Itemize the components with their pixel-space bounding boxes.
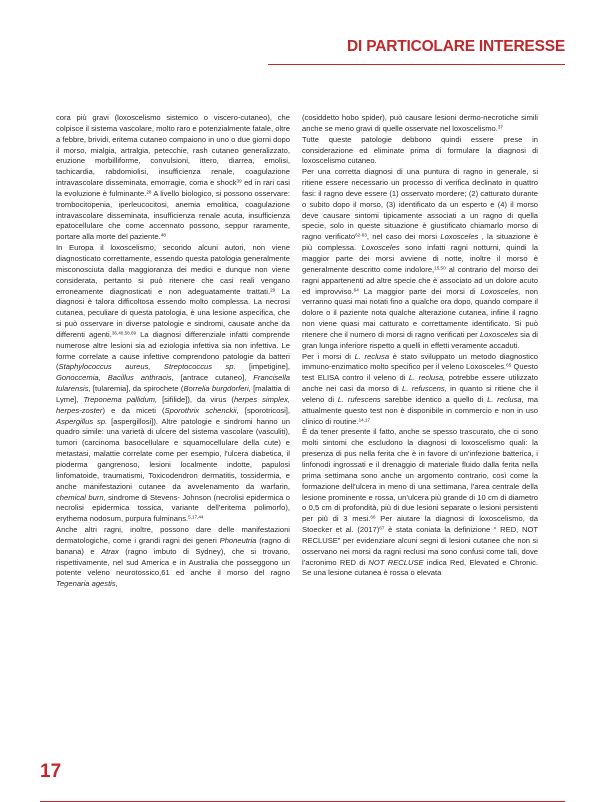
italic-term: L. reclusa,	[487, 394, 524, 404]
italic-term: Loxosceles,	[480, 286, 521, 296]
citation-ref: 36,40,58,69	[111, 330, 137, 336]
text-run: potrebbe essere utilizzato anche nei casi da morso di	[302, 373, 538, 394]
text-run: ed in rari casi la evoluzione è fulminante.	[56, 178, 290, 198]
italic-term: Phoneutria	[219, 535, 257, 545]
page-number: 17	[40, 761, 62, 782]
text-run: Per aiutare la diagnosi di loxoscelismo, da Stoecker et al. (2017)	[302, 514, 539, 535]
citation-ref: 62-63	[355, 232, 367, 238]
text-run: La maggior parte dei morsi di	[358, 286, 481, 296]
citation-ref: 48	[160, 232, 166, 238]
text-run: (cosiddetto hobo spider), può causare lesioni dermo-necrotiche simili anche se meno gravi di quelle osservate nel loxoscelismo.	[302, 113, 538, 133]
text-run: [malattia di Lyme],	[56, 384, 290, 404]
citation-ref: 67	[379, 525, 385, 531]
text-run: ma attualmente questo test non è disponibile in commercio e non in uso clinico di routine.	[302, 394, 538, 426]
citation-ref: 64	[353, 286, 359, 292]
text-run: [tularemia], da spirochete (	[90, 384, 184, 394]
text-run: [sifilide]), da virus (	[157, 394, 234, 404]
text-run: (ragno di banana) e	[56, 535, 290, 556]
text-run: sono infatti ragni notturni, quindi la maggior parte dei morsi avviene di notte, inoltre il morso è generalmente descritto come indolore,	[302, 243, 538, 274]
text-run: è stata coniata la definizione “ RED, NOT RECLUSE” per evidenziare alcuni segni di lesioni cutanee che non si osservano nei morsi da ragni reclusi ma sono confusi come tali, dove l’acronimo RED di	[302, 525, 538, 567]
text-run: [sporotricosi],	[238, 405, 291, 415]
text-run: sia di gran lunga inferiore rispetto a quelli in effetti veramente accaduti.	[302, 329, 538, 350]
citation-ref: 15,50	[434, 265, 446, 271]
citation-ref: 37	[497, 124, 503, 130]
italic-term: L. refuscens,	[402, 384, 447, 394]
paragraph	[302, 135, 538, 168]
text-run: [aspergillosi]). Altre patologie e sindromi hanno un quadro simile: una varietà di ulcere del sistema vascolare (vasculiti), tumori (carcinoma basocellulare e squamocellulare della cute) e metastasi, malattie correlate come per esempio, l’ulcera diabetica, il pioderma gangrenoso, lesioni localmente indotte, papulosi linfomatoide, traumatismi, Toxicodendron dermatitis, tossidermia, e anche manifestazioni cutanee da avvelenamento da warfarin,	[56, 416, 290, 491]
text-run: Per una corretta diagnosi di una puntura di ragno in generale, si ritiene essere necessario un processo di verifica declinato in quattro fasi: il ragno deve essere (1) osservato mordere; (2) catturato durante o subito dopo il morso, (3) identificato da un esperto e (4) il morso deve causare sintomi tipicamente associati a un ragno di quella specie, solo in queste situazione è giustificato chiamarlo morso di ragno verificato	[302, 167, 538, 242]
text-run: Per i morsi di	[302, 351, 355, 361]
text-run: La diagnosi differenziale infatti comprende numerose altre lesioni sia ad eziologia infettiva sia non infettiva. Le forme correlate a cause infettive comprendono patologie da batteri (	[56, 329, 290, 372]
italic-term: Gonoccemia, Bacillus anthracis,	[56, 373, 174, 383]
italic-term: Sporothrix schenckii,	[164, 405, 239, 415]
citation-ref: 39	[236, 178, 242, 184]
text-run: [antrace cutaneo],	[173, 373, 254, 383]
text-run: sarebbe identico a quello di	[380, 394, 488, 404]
citation-ref: 14,17	[358, 417, 371, 423]
italic-term: Francisella tularensis,	[56, 373, 290, 394]
paragraph	[56, 525, 290, 590]
paragraph	[302, 427, 538, 579]
text-run: sindrome di Stevens- Johnson (necrolisi epidermica o necrolisi epidermica tossica, variante dell’eritema polimorfo), erythema nodosum, purpura fulminans.	[56, 492, 290, 524]
text-run: indica Red, Elevated e Chronic. Se una lesione cutanea è rossa o elevata	[302, 557, 539, 578]
paragraph	[302, 352, 538, 428]
right-column	[302, 113, 538, 579]
text-run: al contrario del morso dei ragni appartenenti ad altre specie che è associato ad un dolore acuto ed improvviso.	[302, 264, 538, 296]
citation-ref: 65	[506, 362, 512, 368]
left-column	[56, 113, 290, 590]
text-run: non verranno quasi mai notati fino a qualche ora dopo, quando compare il dolore o il paziente nota qualche alterazione cutanea, infine il ragno non viene quasi mai catturato e correttamente identificato. Si può ritenere che il numero di morsi di ragno verificati per	[302, 286, 538, 339]
citation-ref: 5,17,44	[188, 514, 204, 520]
text-run: in quanto si ritiene che il veleno di	[302, 384, 538, 404]
text-run: , la situazione è più complessa.	[302, 232, 538, 253]
italic-term: L. reclusa,	[408, 373, 446, 383]
citation-ref: 28	[146, 189, 152, 195]
italic-term: chemical burn,	[56, 492, 106, 502]
paragraph	[56, 113, 290, 243]
text-run: È da tener presente il fatto, anche se spesso trascurato, che ci sono molti sintomi che escludono la diagnosi di loxoscelismo quali: la presenza di pus nella ferita che è in favore di un’infezione batterica, i linfonodi ingrossati e il drenaggio di materiale fluido dalla ferita nella prima settimana sono anche un argomento contrario, così come la formazione dell’ulcera in meno di una settimana, l’area centrale della lesione prominente e rossa, un’ulcera più grande di 10 cm di diametro o 0,5 cm di profondità, più di due lesioni separate o lesioni persistenti per più di 3 mesi.	[302, 427, 538, 524]
text-run: ) e da miceti (	[102, 405, 165, 415]
italic-term: Staphylococcus aureus, Streptococcus sp.	[58, 362, 236, 372]
text-run: In Europa il loxoscelismo, secondo alcuni autori, non viene diagnosticato correttamente, essendo questa patologia generalmente misconosciuta dalla maggioranza dei medici e dunque non viene considerata, pertanto si può ritenere che casi reali vengano erroneamente diagnosticati e non adeguatamente trattati.	[56, 243, 290, 296]
text-run: Tutte queste patologie debbono quindi essere prese in considerazione ed eliminate prima di formulare la diagnosi di loxoscelismo cutaneo.	[302, 134, 538, 166]
paragraph	[302, 167, 538, 351]
text-run: Questo test ELISA contro il veleno di	[302, 362, 539, 383]
italic-term: NOT RECLUSE	[368, 557, 424, 567]
text-run: cora più gravi (loxoscelismo sistemico o viscero-cutaneo), che colpisce il sistema vascolare, molto raro e potenzialmente fatale, oltre a febbre, brividi, eritema cutaneo compaiono in uno o due giorni dopo il morso, mialgia, artralgia, petecchie, rash cutaneo generalizzato, eruzione morbilliforme, convulsioni, ittero, diarrea, emolisi, tachicardia, rabdomiolisi, insufficienza renale, coagulazione intravascolare disseminata, emorragie, coma e shock	[56, 113, 290, 188]
italic-term: L. rufescens	[337, 394, 381, 404]
italic-term: Loxosceles	[479, 329, 518, 339]
text-run: (ragno imbuto di Sydney), che si trovano, rispettivamente, nel sud America e in Australia che posseggono un potente veleno neurotossico,61 ed anche il morso del ragno	[56, 546, 291, 578]
paragraph	[56, 243, 290, 525]
text-run: Anche altri ragni, inoltre, possono dare delle manifestazioni dermatologiche, come i grandi ragni dei generi	[56, 525, 290, 545]
header-rule	[268, 64, 565, 65]
text-run: è stato sviluppato un metodo diagnostico immuno-enzimatico molto specifico per il veleno Loxosceles.	[302, 351, 539, 372]
citation-ref: 66	[370, 514, 376, 520]
italic-term: Loxosceles	[440, 232, 479, 242]
citation-ref: 29	[270, 286, 276, 292]
text-run: A livello biologico, si possono osservare: trombocitopenia, iperleucocitosi, anemia emolitica, coagulazione intravascolare disseminata, insufficienza renale acuta, insufficienza epatocellulare che come accennato possono, seppur raramente, portare alla morte del paziente.	[56, 188, 291, 242]
italic-term: herpes simplex, herpes-zoster	[56, 394, 290, 415]
paragraph	[302, 113, 538, 135]
text-run: La diagnosi è talora difficoltosa essendo molto complessa. La necrosi cutanea, peculiare di questa patologia, è una lesione aspecifica, che si può osservare in diverse patologie e sindromi, causate anche da differenti agenti.	[56, 286, 290, 339]
italic-term: Borrelia burgdorferi,	[183, 384, 251, 394]
section-title: DI PARTICOLARE INTERESSE	[347, 38, 565, 55]
italic-term: Treponema pallidum,	[83, 394, 158, 404]
italic-term: Loxosceles	[361, 243, 400, 253]
text-run: , nel caso dei morsi	[366, 232, 441, 242]
italic-term: Atrax	[101, 546, 119, 556]
italic-term: L. reclusa	[354, 351, 390, 361]
italic-term: Tegenaria agestis,	[56, 579, 118, 589]
text-run: [impetigine],	[235, 362, 290, 372]
italic-term: Aspergillus sp.	[56, 416, 108, 426]
